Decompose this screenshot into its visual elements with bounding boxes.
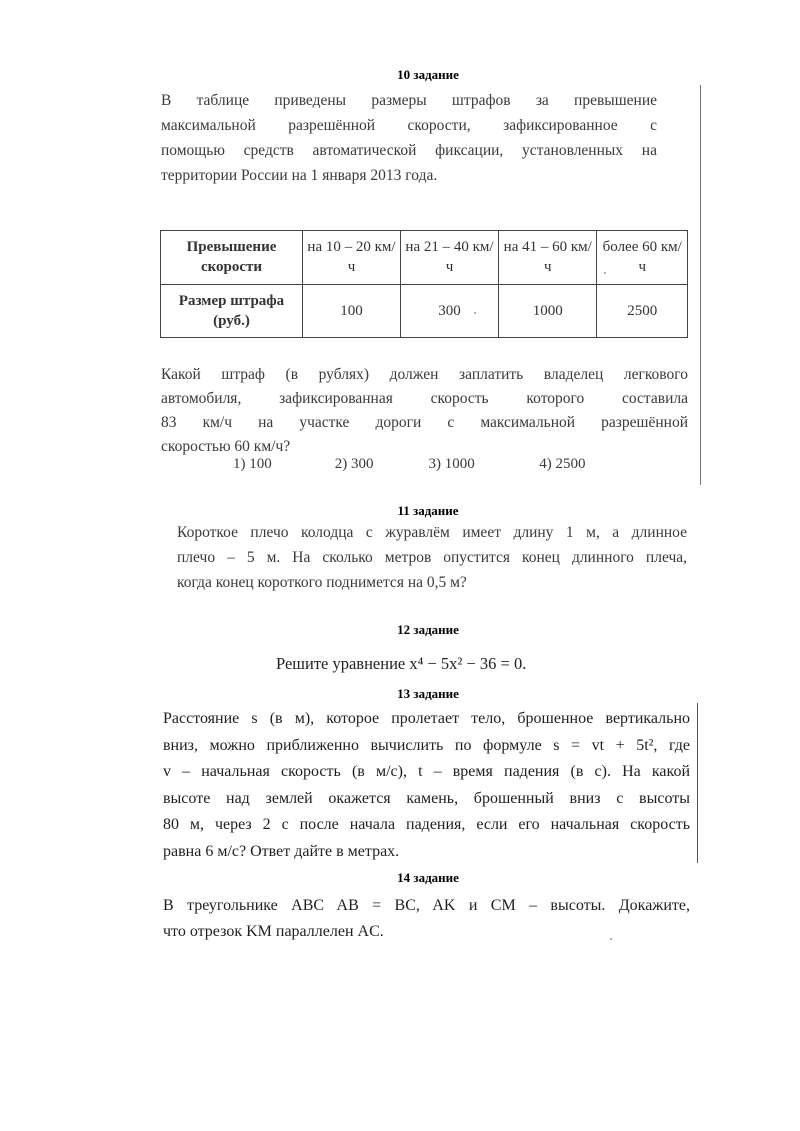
table-cell: 2500 xyxy=(597,284,688,338)
task-10-question xyxy=(161,363,688,459)
task-14-heading: 14 задание xyxy=(397,870,459,885)
task-10-line: В таблице приведены размеры штрафов за превышение xyxy=(161,92,657,109)
table-col-header: на 10 – 20 км/ч xyxy=(303,231,401,285)
scan-edge-line xyxy=(697,703,698,863)
task-11-line: плечо – 5 м. На сколько метров опустится конец длинного плеча, xyxy=(177,549,687,566)
task-13-line: v – начальная скорость (в м/с), t – время падения (в с). На какой xyxy=(163,763,690,780)
task-10-heading: 10 задание xyxy=(397,67,459,82)
task-10-question-line: скоростью 60 км/ч? xyxy=(161,438,291,455)
task-11-line: когда конец короткого поднимется на 0,5 м? xyxy=(177,574,467,591)
task-13-line: Расстояние s (в м), которое пролетает тело, брошенное вертикально xyxy=(163,710,690,727)
answer-option: 1) 100 xyxy=(233,456,272,472)
scan-speck xyxy=(604,272,606,274)
table-header-speed: Превышение скорости xyxy=(161,231,303,285)
table-col-header: на 41 – 60 км/ч xyxy=(499,231,597,285)
answer-option: 4) 2500 xyxy=(539,456,586,472)
task-13-line: 80 м, через 2 с после начала падения, если его начальная скорость xyxy=(163,816,690,833)
task-10-statement xyxy=(161,88,657,188)
task-12-equation: Решите уравнение x⁴ − 5x² − 36 = 0. xyxy=(276,654,527,673)
task-13-line: равна 6 м/с? Ответ дайте в метрах. xyxy=(163,842,400,860)
table-header-fine: Размер штрафа (руб.) xyxy=(161,284,303,338)
task-14-line: В треугольнике ABC AB = BC, AK и CM – высоты. Докажите, xyxy=(163,897,690,914)
task-13-heading: 13 задание xyxy=(397,686,459,701)
task-10-question-line: автомобиля, зафиксированная скорость которого составила xyxy=(161,390,688,407)
task-10-question-line: Какой штраф (в рублях) должен заплатить владелец легкового xyxy=(161,366,688,383)
task-10-line: максимальной разрешённой скорости, зафиксированное с xyxy=(161,117,657,134)
fines-table xyxy=(160,230,688,338)
task-13-statement xyxy=(163,706,690,865)
answer-options xyxy=(233,456,586,473)
scan-speck xyxy=(610,938,612,940)
scan-edge-line xyxy=(700,85,701,485)
task-14-line: что отрезок KM параллелен AC. xyxy=(163,923,384,940)
task-13-line: вниз, можно приближенно вычислить по формуле s = vt + 5t², где xyxy=(163,736,690,754)
table-col-header: на 21 – 40 км/ч xyxy=(401,231,499,285)
task-11-line: Короткое плечо колодца с журавлём имеет длину 1 м, а длинное xyxy=(177,524,687,541)
table-cell: 100 xyxy=(303,284,401,338)
task-10-line: территории России на 1 января 2013 года. xyxy=(161,167,438,184)
task-11-heading: 11 задание xyxy=(397,503,459,518)
task-12-heading: 12 задание xyxy=(397,622,459,637)
answer-option: 2) 300 xyxy=(334,456,374,472)
task-10-question-line: 83 км/ч на участке дороги с максимальной разрешённой xyxy=(161,414,688,431)
scan-speck xyxy=(474,312,476,314)
task-13-line: высоте над землей окажется камень, брошенный вниз с высоты xyxy=(163,789,690,807)
answer-option: 3) 1000 xyxy=(428,456,475,472)
table-row xyxy=(161,231,688,285)
table-cell: 300 xyxy=(401,284,499,338)
task-11-statement xyxy=(177,520,687,595)
table-cell: 1000 xyxy=(499,284,597,338)
task-10-line: помощью средств автоматической фиксации, установленных на xyxy=(161,142,657,159)
table-col-header: более 60 км/ч xyxy=(597,231,688,285)
table-row xyxy=(161,284,688,338)
